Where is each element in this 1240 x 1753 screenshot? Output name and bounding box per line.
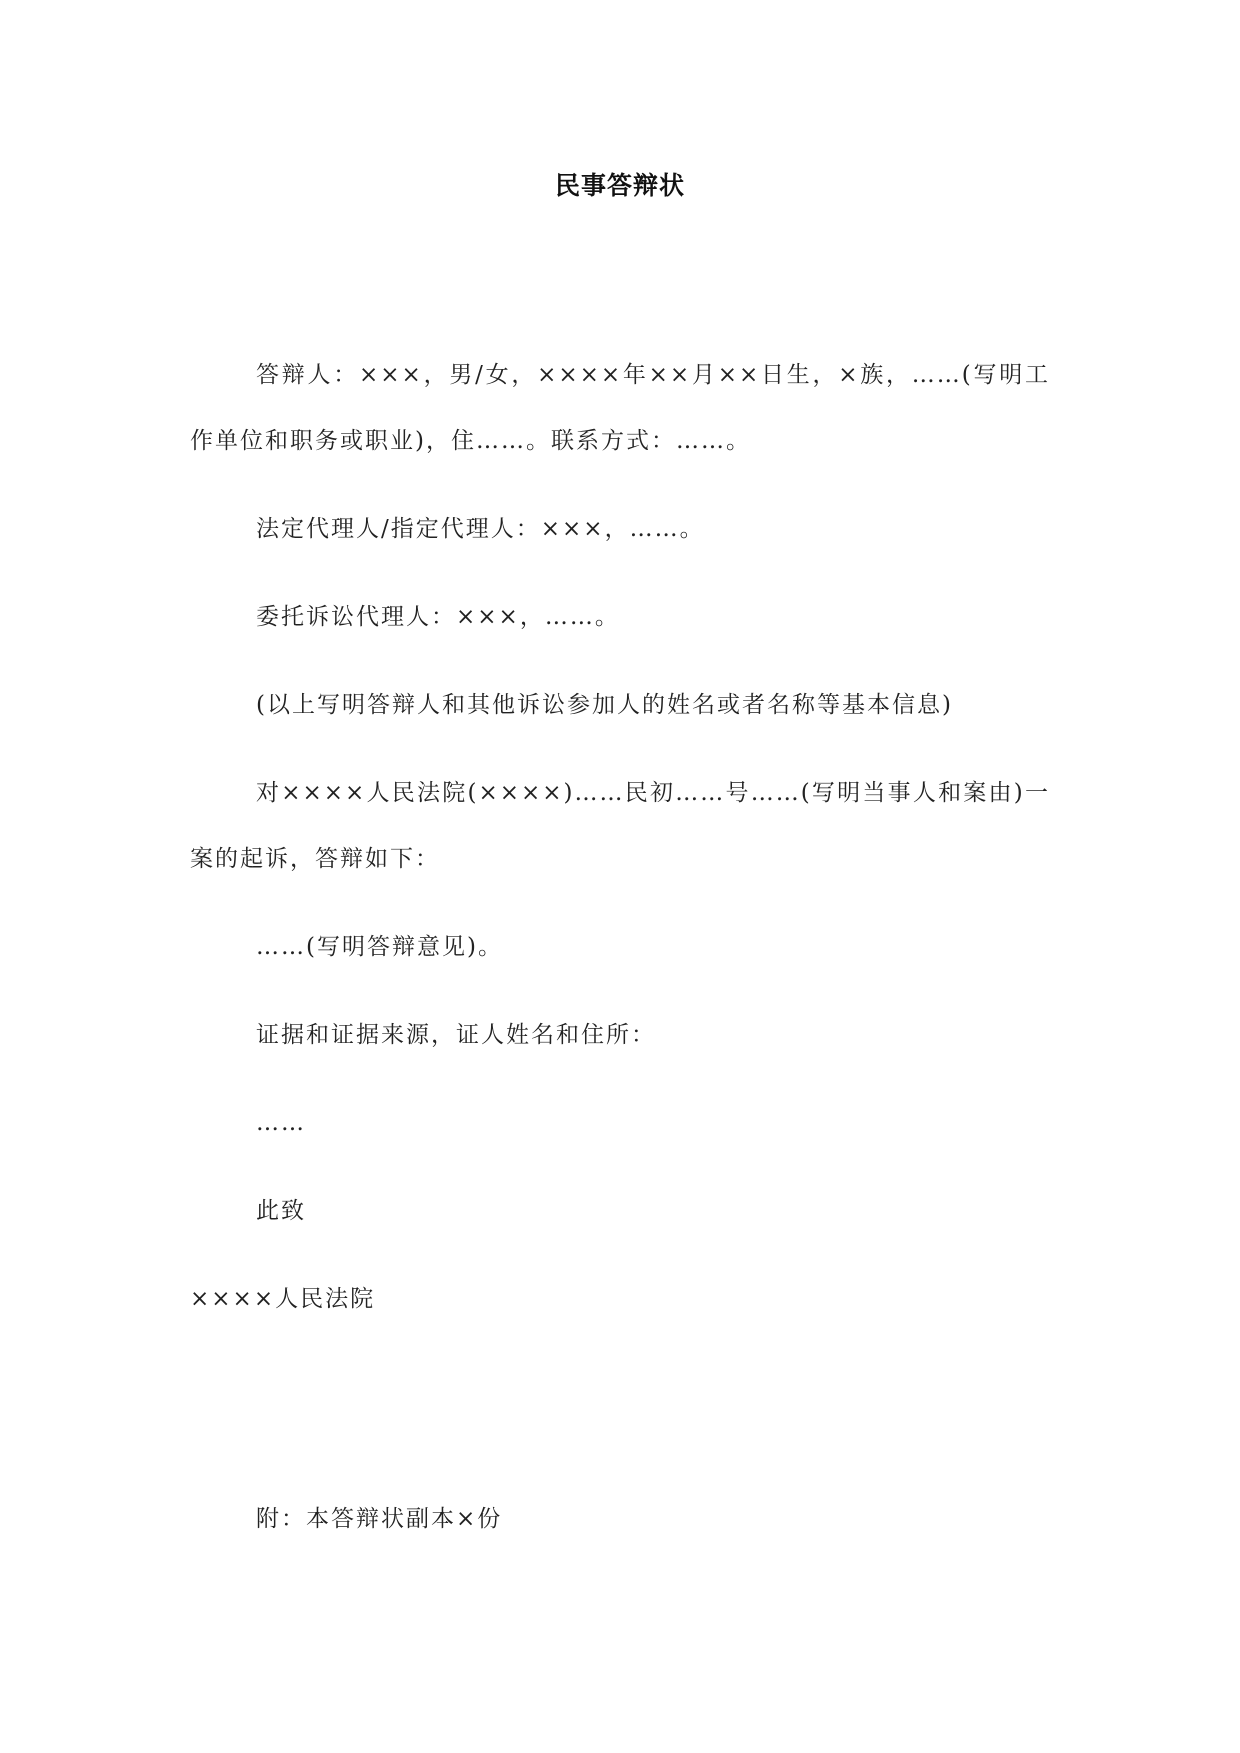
- court-name-paragraph: ××××人民法院: [190, 1286, 376, 1312]
- legal-agent-paragraph: 法定代理人/指定代理人：×××，……。: [256, 516, 705, 542]
- case-intro-paragraph: 对××××人民法院(××××)……民初……号……(写明当事人和案由)一案的起诉，答辩如下：: [190, 780, 1050, 872]
- evidence-paragraph: 证据和证据来源，证人姓名和住所：: [256, 1022, 656, 1048]
- salutation-paragraph: 此致: [256, 1198, 306, 1224]
- note-paragraph: (以上写明答辩人和其他诉讼参加人的姓名或者名称等基本信息): [256, 692, 953, 718]
- attachment-paragraph: 附：本答辩状副本×份: [256, 1506, 503, 1532]
- opinion-paragraph: ……(写明答辩意见)。: [256, 934, 503, 960]
- document-body: [190, 342, 1050, 1552]
- respondent-paragraph: 答辩人：×××，男/女，××××年××月××日生，×族，……(写明工作单位和职务或职业)，住……。联系方式：……。: [190, 362, 1050, 454]
- evidence-content-paragraph: ……: [256, 1110, 306, 1136]
- document-title: 民事答辩状: [554, 171, 685, 200]
- entrusted-agent-paragraph: 委托诉讼代理人：×××，……。: [256, 604, 620, 630]
